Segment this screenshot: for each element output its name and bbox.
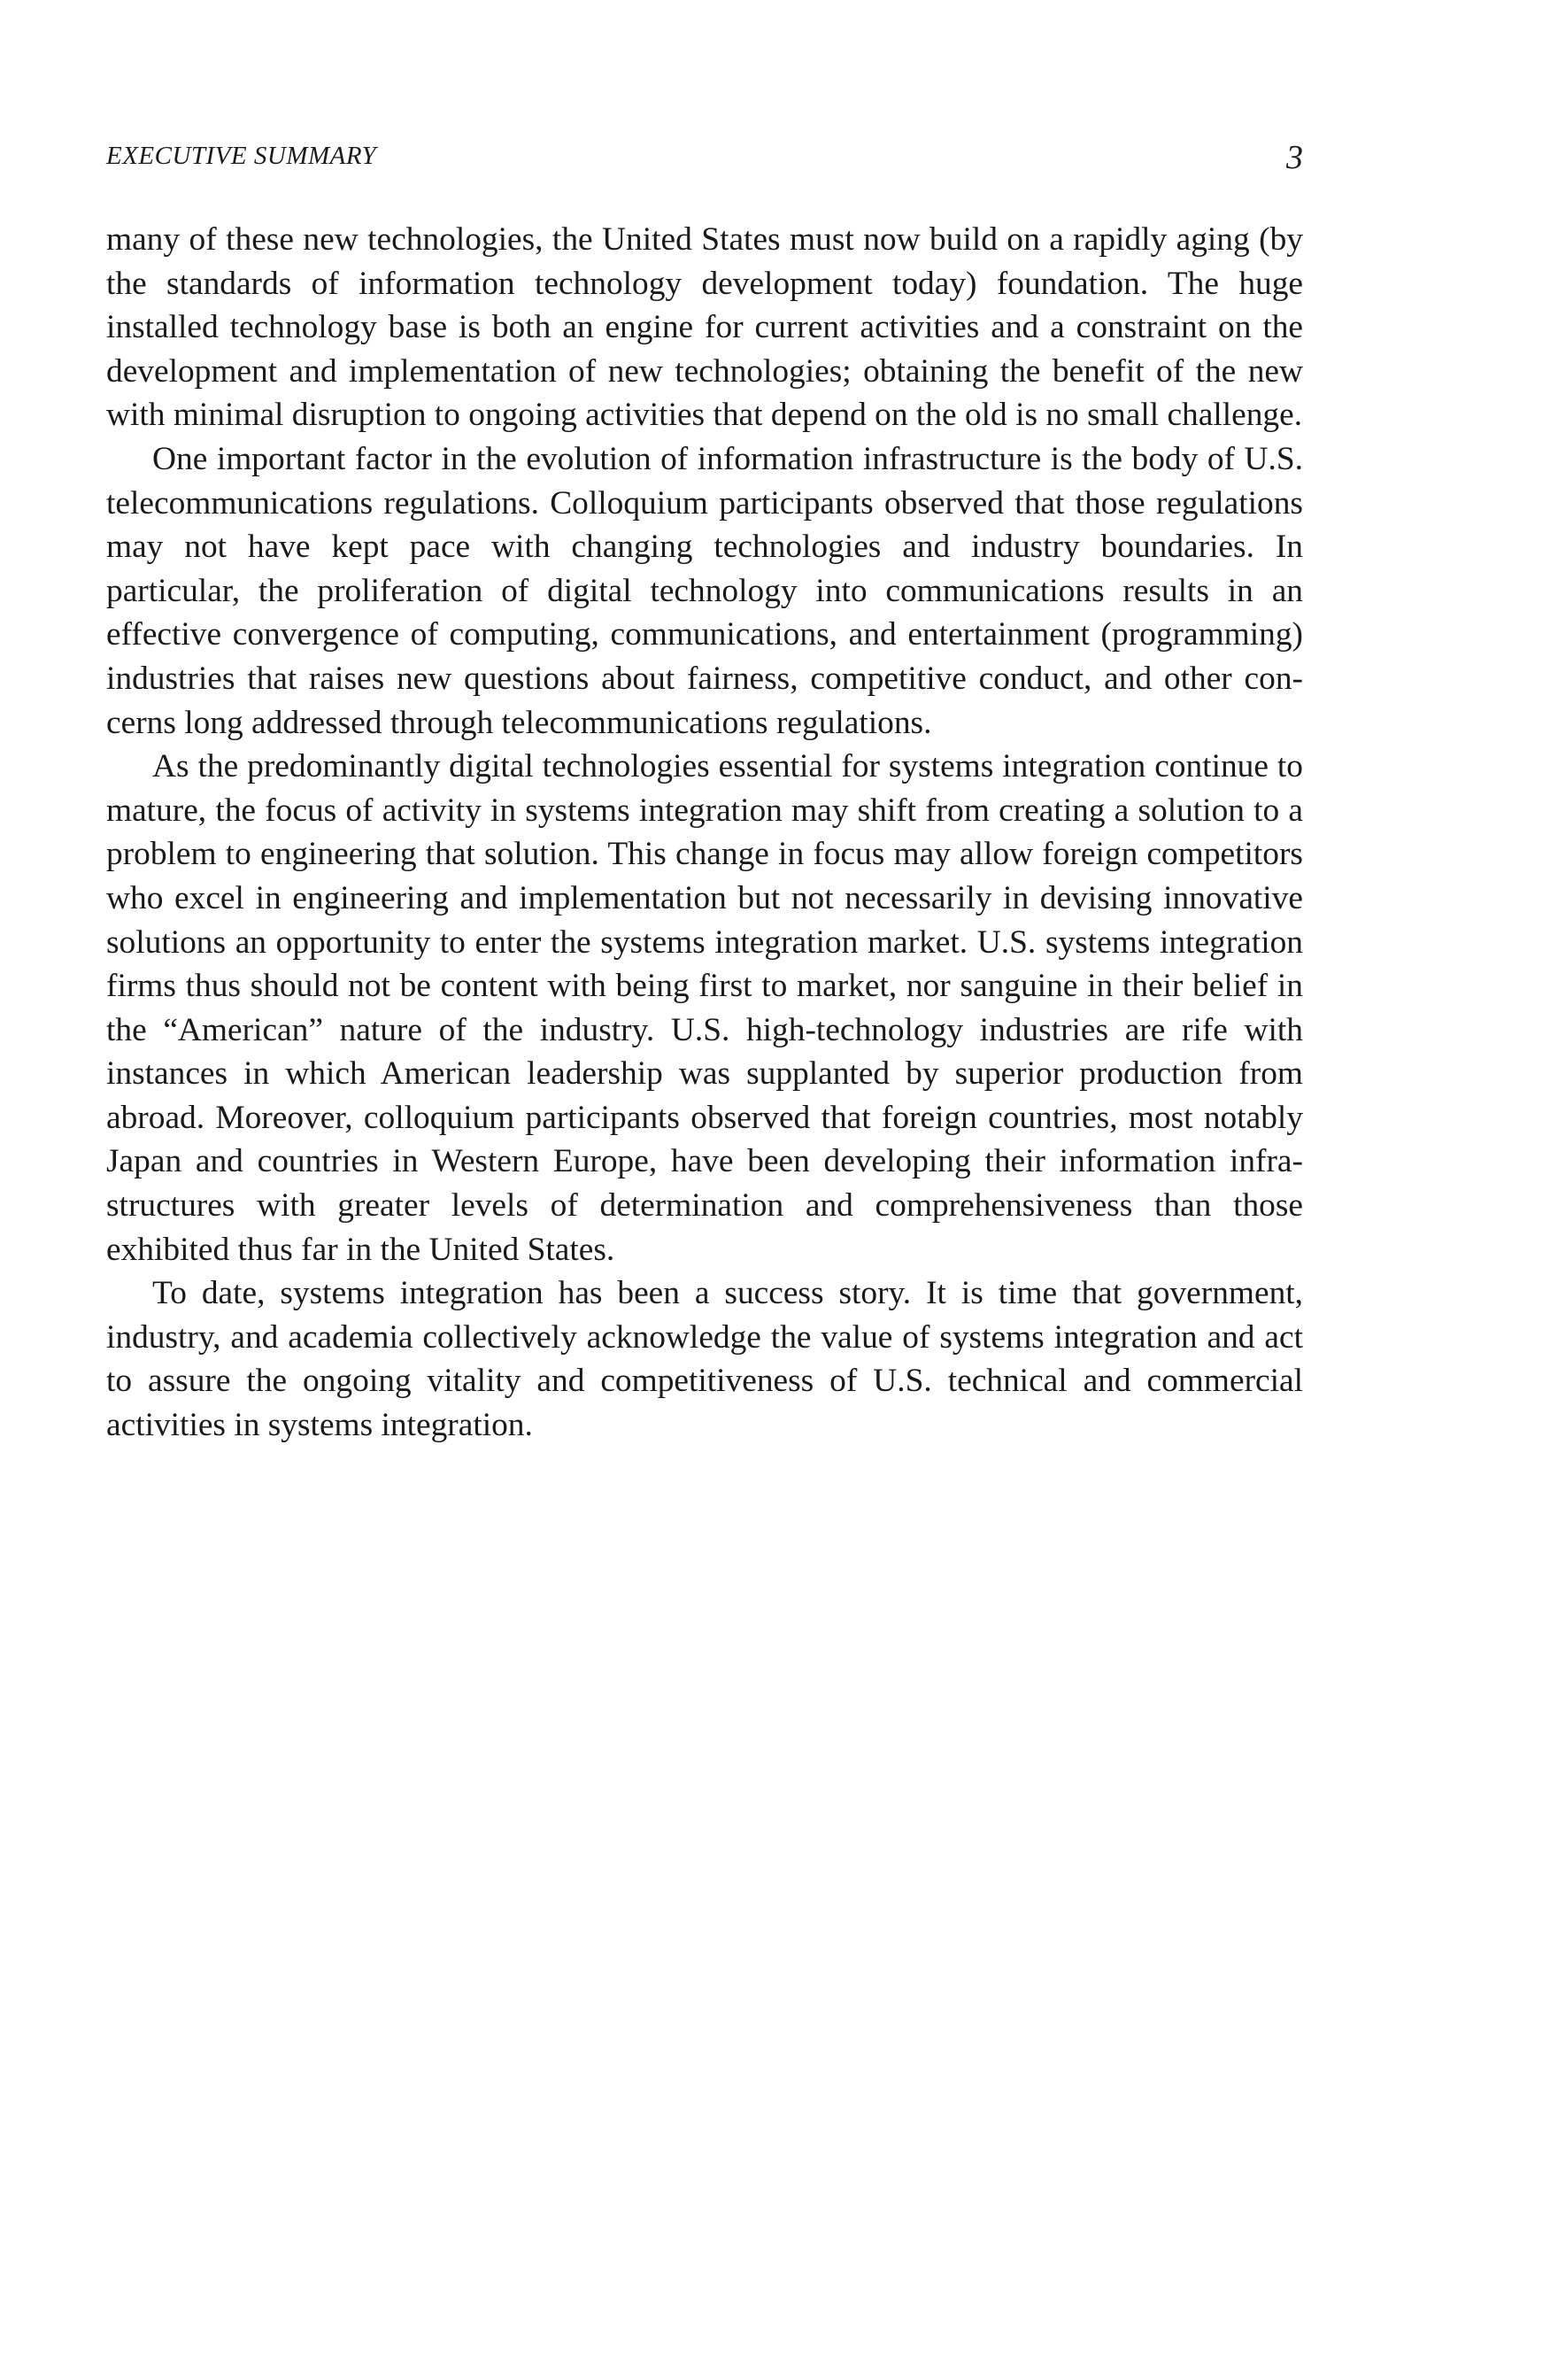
page-number: 3 bbox=[1286, 139, 1303, 176]
running-header bbox=[106, 139, 1303, 177]
paragraph-conclusion: To date, systems integration has been a success story. It is time that government, industry, and academia collectively acknowledge the value of systems integration and act to assure the ongoing vitality and competitiveness of U.S. technical and commercial activities in systems integration. bbox=[106, 1275, 1303, 1444]
paragraph-continuation: many of these new technologies, the United States must now build on a rapidly aging (by the standards of information technology development today) foundation. The huge installed technology base is both an engine for current activities and a constraint on the development and implementation of new technologies; obtaining the benefit of the new with minimal disruption to ongoing activities that depend on the old is no small challenge. bbox=[106, 221, 1303, 434]
running-title: EXECUTIVE SUMMARY bbox=[106, 142, 377, 170]
paragraph-telecom-regulations: One important factor in the evolution of information infrastructure is the body of U.S. telecommunications regulations. Colloquium participants observed that those regulations may not have kept pace with changing technologies and industry boundaries. In particular, the proliferation of digital technology into communications results in an effective convergence of computing, communications, and entertainment (programming) industries that raises new questions about fairness, competitive conduct, and other concerns long addressed through telecommunications regulations. bbox=[106, 440, 1303, 741]
body-text bbox=[106, 218, 1303, 1448]
paragraph-foreign-competition: As the predominantly digital technologies essential for systems integration continue to mature, the focus of activity in systems integration may shift from creating a solution to a problem to engineering that solution. This change in focus may allow foreign competitors who excel in engineering and implementation but not necessarily in devising innovative solutions an opportunity to enter the systems integration market. U.S. systems integration firms thus should not be content with being first to market, nor sanguine in their belief in the “American” nature of the industry. U.S. high-technology industries are rife with instances in which American leadership was supplanted by superior production from abroad. Moreover, colloquium participants observed that foreign countries, most notably Japan and countries in Western Europe, have been developing their information infrastructures with greater levels of determination and comprehensiveness than those exhibited thus far in the United States. bbox=[106, 748, 1303, 1268]
